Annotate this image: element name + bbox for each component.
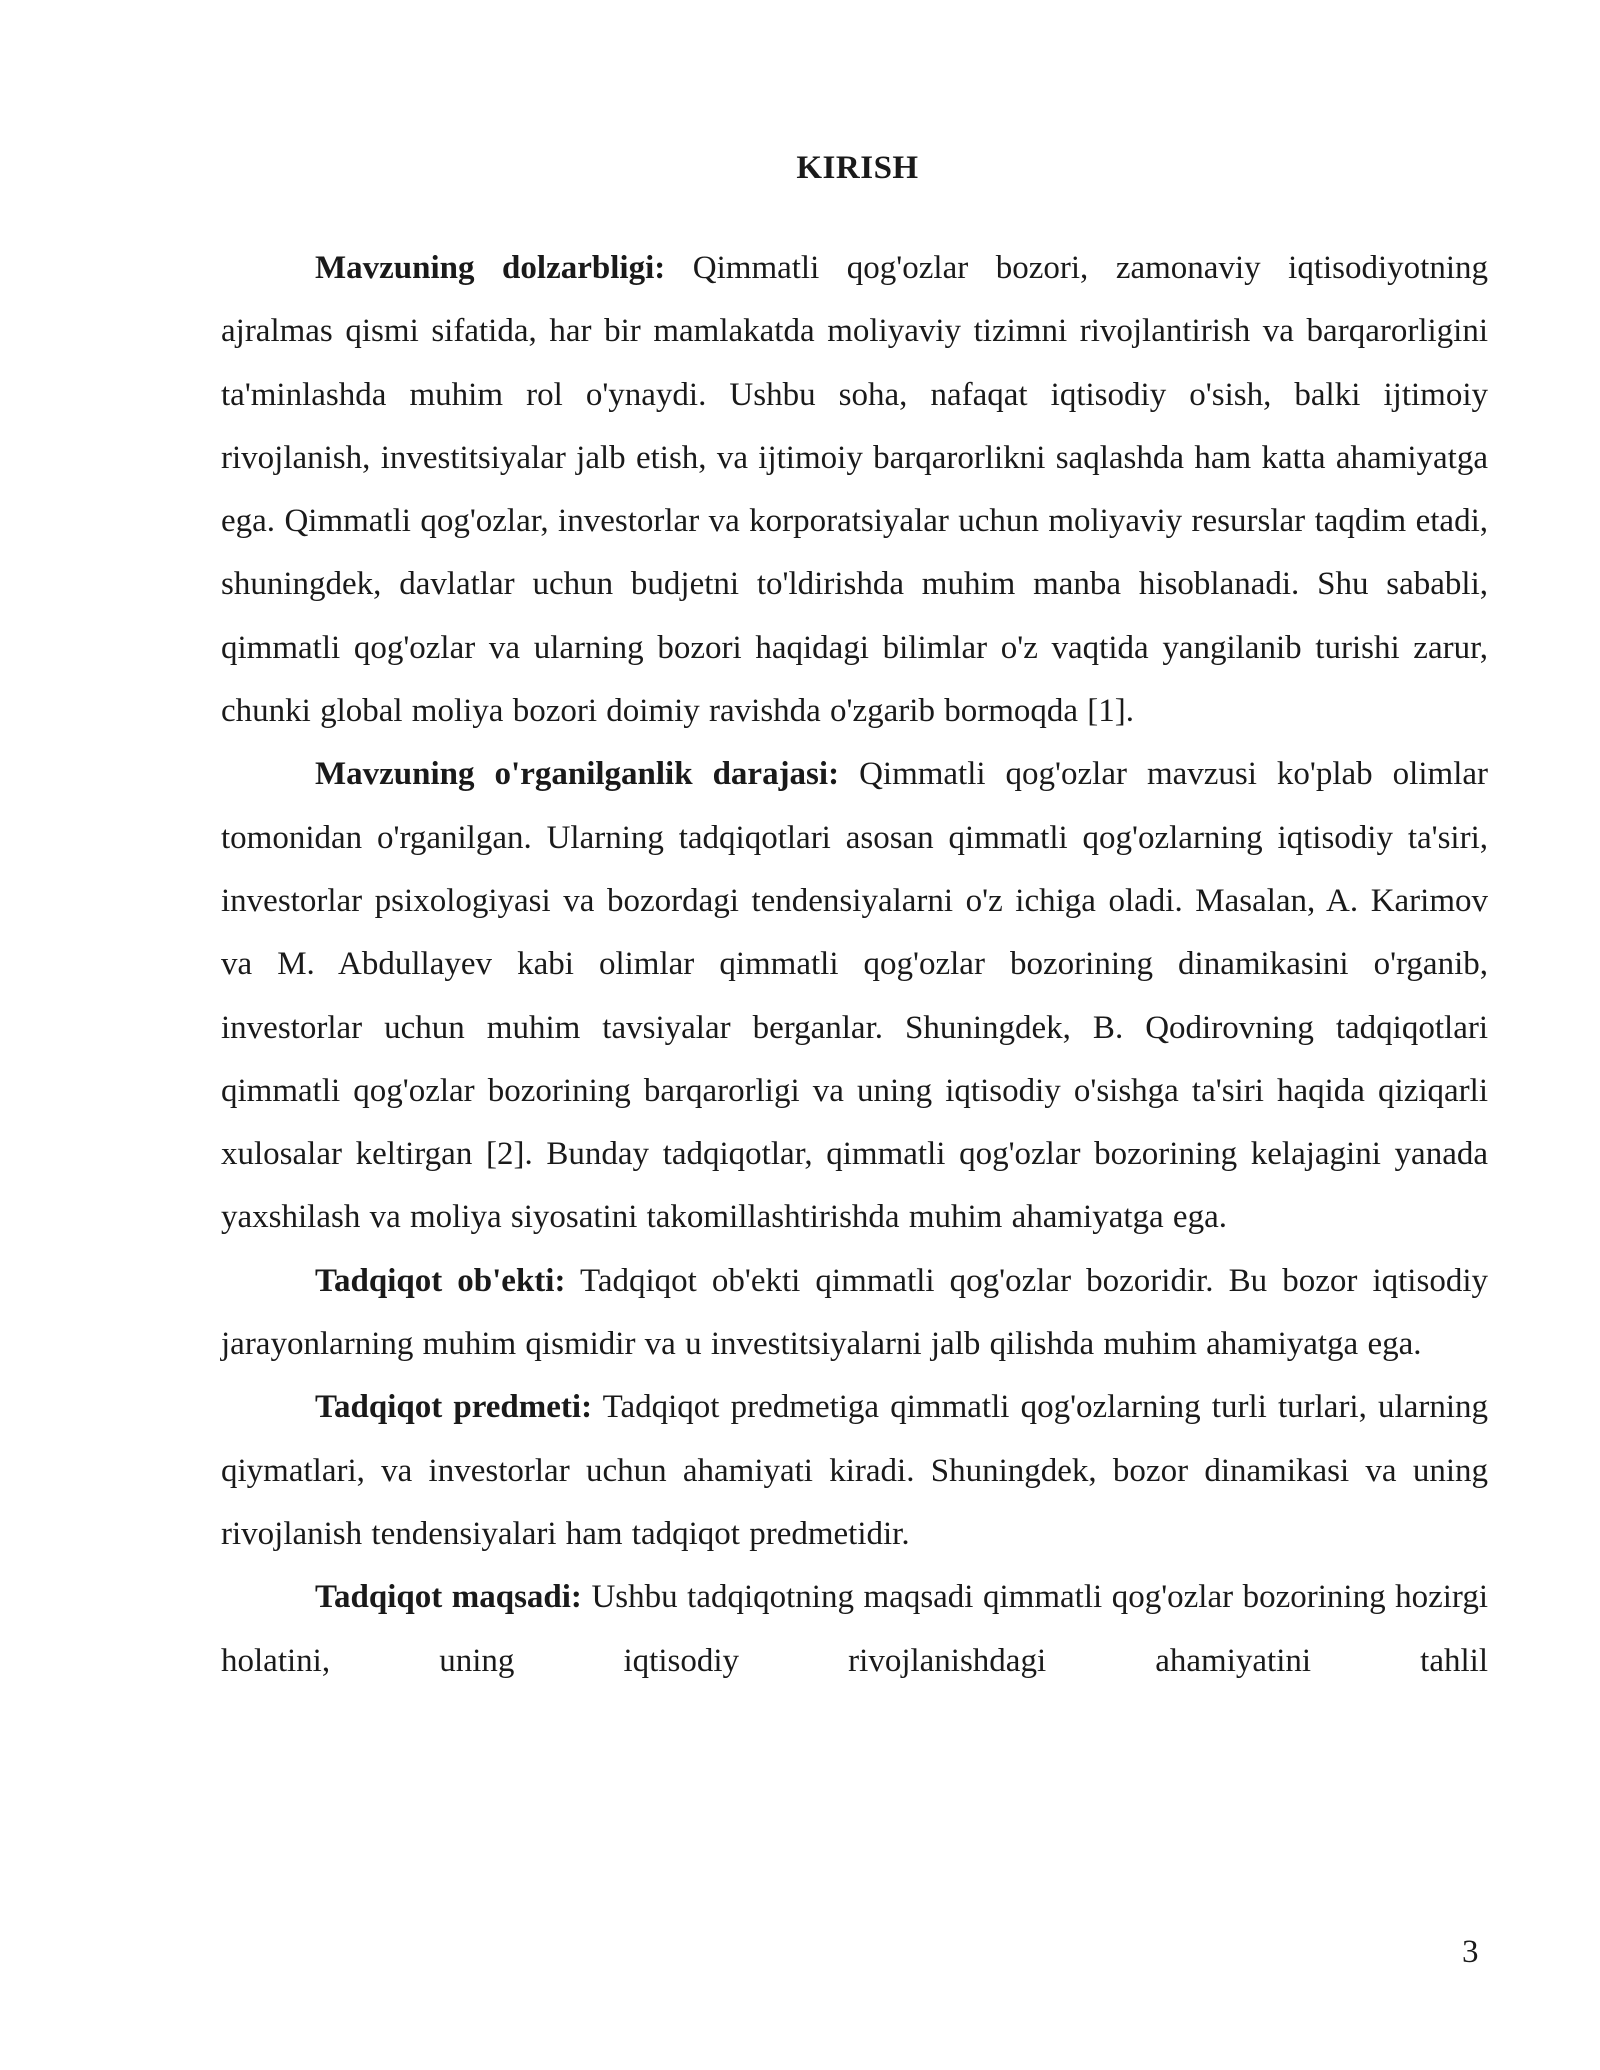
paragraph-lead: Mavzuning dolzarbligi: (315, 250, 666, 286)
paragraph-text: Tadqiqot predmetiga qimmatli qog'ozlarning turli turlari, ularning qiymatlari, va investorlar uchun ahamiyati kiradi. Shuningdek, bozor dinamikasi va uning rivojlanish tendensiyalari ham tadqiqot predmetidir. (221, 1389, 1488, 1552)
page-number: 3 (1462, 1934, 1479, 1970)
paragraph-relevance (221, 237, 1488, 743)
paragraph-lead: Tadqiqot maqsadi: (315, 1579, 582, 1616)
paragraph-lead: Mavzuning o'rganilganlik darajasi: (315, 756, 840, 793)
paragraph-research-object (221, 1250, 1488, 1377)
paragraph-study-level (221, 743, 1488, 1249)
paragraph-research-goal (221, 1566, 1488, 1693)
paragraph-text: Tadqiqot ob'ekti qimmatli qog'ozlar bozoridir. Bu bozor iqtisodiy jarayonlarning muhim qismidir va u investitsiyalarni jalb qilishda muhim ahamiyatga ega. (221, 1262, 1488, 1363)
body-text (221, 237, 1488, 1693)
paragraph-text: Ushbu tadqiqotning maqsadi qimmatli qog'ozlar bozorining hozirgi holatini, uning iqtisodiy rivojlanishdagi ahamiyatini tahlil (221, 1579, 1488, 1679)
paragraph-research-subject (221, 1376, 1488, 1566)
section-heading: KIRISH (796, 150, 919, 186)
paragraph-text: Qimmatli qog'ozlar mavzusi ko'plab olimlar tomonidan o'rganilgan. Ularning tadqiqotlari asosan qimmatli qog'ozlarning iqtisodiy ta'siri, investorlar psixologiyasi va bozordagi tendensiyalarni o'z ichiga oladi. Masalan, A. Karimov va M. Abdullayev kabi olimlar qimmatli qog'ozlar bozorining dinamikasini o'rganib, investorlar uchun muhim tavsiyalar berganlar. Shuningdek, B. Qodirovning tadqiqotlari qimmatli qog'ozlar bozorining barqarorligi va uning iqtisodiy o'sishga ta'siri haqida qiziqarli xulosalar keltirgan [2]. Bunday tadqiqotlar, qimmatli qog'ozlar bozorining kelajagini yanada yaxshilash va moliya siyosatini takomillashtirishda muhim ahamiyatga ega. (221, 756, 1488, 1236)
paragraph-lead: Tadqiqot ob'ekti: (315, 1262, 566, 1299)
paragraph-lead: Tadqiqot predmeti: (315, 1389, 593, 1426)
paragraph-text: Qimmatli qog'ozlar bozori, zamonaviy iqtisodiyotning ajralmas qismi sifatida, har bir mamlakatda moliyaviy tizimni rivojlantirish va barqarorligini ta'minlashda muhim rol o'ynaydi. Ushbu soha, nafaqat iqtisodiy o'sish, balki ijtimoiy rivojlanish, investitsiyalar jalb etish, va ijtimoiy barqarorlikni saqlashda ham katta ahamiyatga ega. Qimmatli qog'ozlar, investorlar va korporatsiyalar uchun moliyaviy resurslar taqdim etadi, shuningdek, davlatlar uchun budjetni to'ldirishda muhim manba hisoblanadi. Shu sababli, qimmatli qog'ozlar va ularning bozori haqidagi bilimlar o'z vaqtida yangilanib turishi zarur, chunki global moliya bozori doimiy ravishda o'zgarib bormoqda [1]. (221, 250, 1489, 730)
